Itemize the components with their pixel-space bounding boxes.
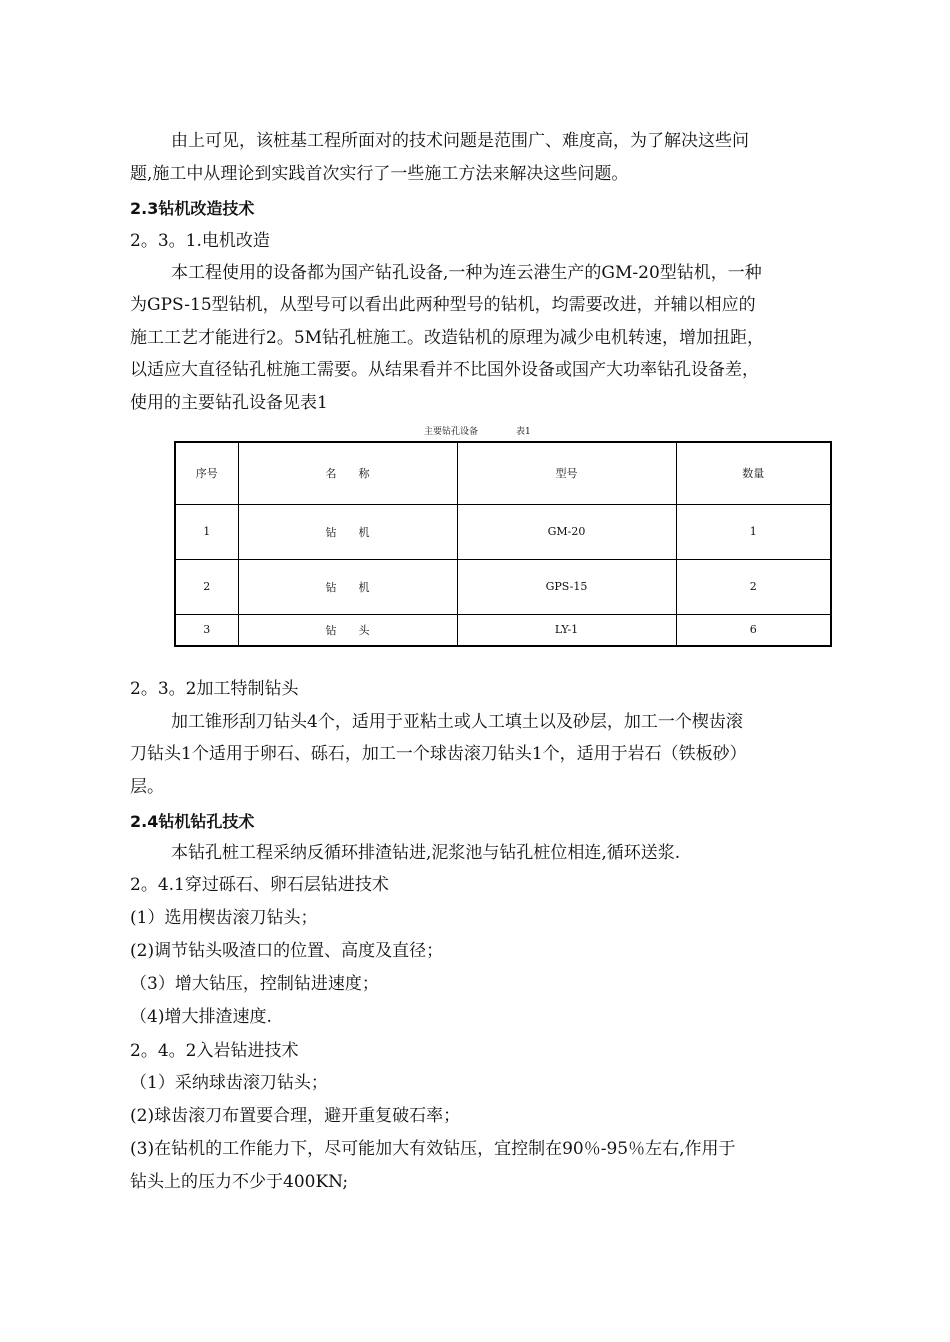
cell-quantity: 6 [676, 614, 831, 646]
table-row [175, 614, 831, 646]
para-2-3-2-line-1: 加工锥形刮刀钻头4个，适用于亚粘土或人工填土以及砂层，加工一个楔齿滚 [171, 712, 743, 732]
para-2-3-1-line-4: 以适应大直径钻孔桩施工需要。从结果看并不比国外设备或国产大功率钻孔设备差， [130, 360, 759, 380]
list-item: (2)调节钻头吸渣口的位置、高度及直径； [130, 941, 444, 961]
table-row [175, 504, 831, 559]
intro-line-2: 题,施工中从理论到实践首次实行了一些施工方法来解决这些问题。 [130, 164, 629, 184]
subheading-2-3-2: 2。3。2加工特制钻头 [130, 679, 299, 699]
list-item: (2)球齿滚刀布置要合理，避开重复破石率； [130, 1106, 461, 1126]
cell-name: 钻 机 [238, 559, 457, 614]
para-2-3-1-line-3: 施工工艺才能进行2。5M钻孔桩施工。改造钻机的原理为减少电机转速，增加扭距， [130, 328, 765, 348]
cell-index: 2 [175, 559, 238, 614]
cell-name: 钻 机 [238, 504, 457, 559]
para-2-3-1-line-5: 使用的主要钻孔设备见表1 [130, 393, 328, 413]
cell-index: 3 [175, 614, 238, 646]
header-quantity: 数量 [676, 442, 831, 504]
subheading-2-4-1: 2。4.1穿过砾石、卵石层钻进技术 [130, 875, 389, 895]
list-item: (3)在钻机的工作能力下，尽可能加大有效钻压，宜控制在90％-95％左右,作用于 [130, 1139, 736, 1159]
cell-model: GPS-15 [457, 559, 676, 614]
list-item: （1）采纳球齿滚刀钻头； [130, 1073, 328, 1093]
cell-model: LY-1 [457, 614, 676, 646]
para-2-3-2-line-2: 刀钻头1个适用于卵石、砾石，加工一个球齿滚刀钻头1个，适用于岩石（铁板砂） [130, 744, 747, 764]
section-heading-2-3: 2.3钻机改造技术 [130, 199, 255, 218]
para-2-3-2-line-3: 层。 [130, 777, 164, 797]
equipment-table [174, 441, 832, 647]
list-item: (1）选用楔齿滚刀钻头； [130, 908, 318, 928]
intro-line-1: 由上可见，该桩基工程所面对的技术问题是范围广、难度高，为了解决这些问 [171, 131, 749, 151]
table-header-row [175, 442, 831, 504]
table-caption-title: 主要钻孔设备 [424, 427, 479, 437]
cell-quantity: 2 [676, 559, 831, 614]
para-2-3-1-line-2: 为GPS-15型钻机，从型号可以看出此两种型号的钻机，均需要改进，并辅以相应的 [130, 295, 756, 315]
subheading-2-4-2: 2。4。2入岩钻进技术 [130, 1041, 299, 1061]
cell-index: 1 [175, 504, 238, 559]
list-item: （3）增大钻压，控制钻进速度； [130, 974, 379, 994]
table-row [175, 559, 831, 614]
header-name: 名 称 [238, 442, 457, 504]
cell-model: GM-20 [457, 504, 676, 559]
table-caption-number: 表1 [516, 427, 531, 437]
section-heading-2-4: 2.4钻机钻孔技术 [130, 812, 255, 831]
cell-name: 钻 头 [238, 614, 457, 646]
para-2-4: 本钻孔桩工程采纳反循环排渣钻进,泥浆池与钻孔桩位相连,循环送浆. [171, 843, 681, 863]
cell-quantity: 1 [676, 504, 831, 559]
list-item: 钻头上的压力不少于400KN; [130, 1172, 349, 1192]
header-index: 序号 [175, 442, 238, 504]
para-2-3-1-line-1: 本工程使用的设备都为国产钻孔设备,一种为连云港生产的GM-20型钻机，一种 [171, 263, 762, 283]
header-model: 型号 [457, 442, 676, 504]
subheading-2-3-1: 2。3。1.电机改造 [130, 231, 270, 251]
list-item: （4)增大排渣速度. [130, 1007, 272, 1027]
